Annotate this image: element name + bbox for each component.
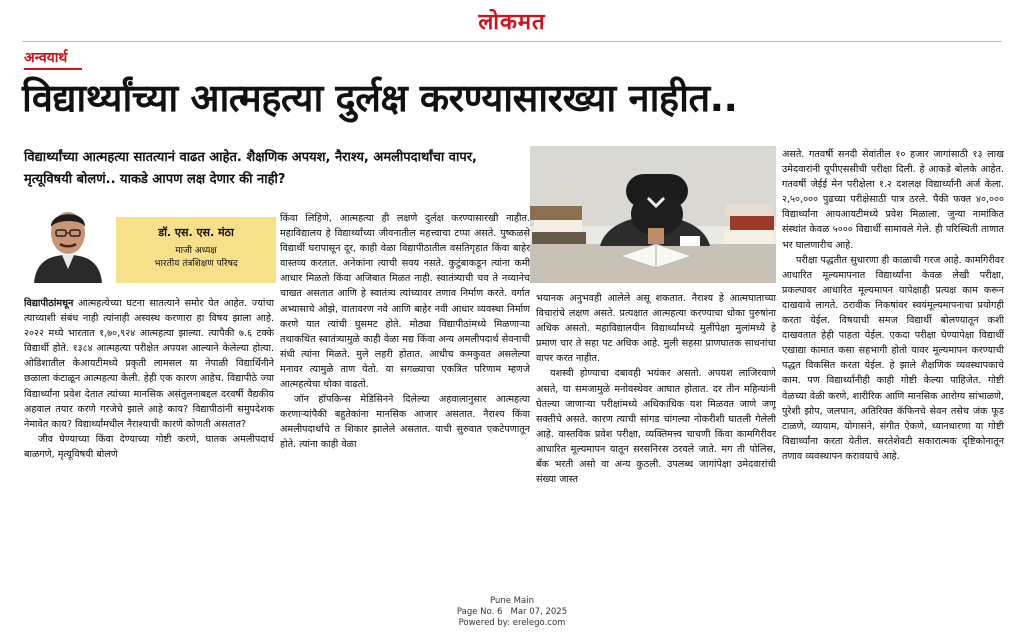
paragraph: जॉन हॉपकिन्स मेडिसिनने दिलेल्या अहवालानुसार आत्महत्या करणाऱ्यांपैकी बहुतेकांना मानसिक आजार असतात. नैराश्य किंवा अमलीपदार्थांचे त शिकार झालेले असतात. याची सुरुवात एकटेपणातून होते. त्यांना काही वेळा: [280, 394, 530, 451]
paragraph: किंवा लिहिणे, आत्महत्या ही लक्षणे दुर्लक्ष करण्यासारखी नाहीत. महाविद्यालय हे विद्यार्थ्यांच्या जीवनातील महत्त्वाचा टप्पा असते. पुष्कळसे विद्यार्थी घरापासून दूर, काही वेळा विद्यापीठातील वसतिगृहात किंवा बाहेर वास्तव्य करतात. अनेकांना त्याची सवय नसते. कुटुंबाकडून त्यांना कमी आधार मिळतो किंवा अजिबात मिळत नाही. स्वातंत्र्याची चव ते नव्यानेच चाखत असतात आणि हे स्वातंत्र्य त्यांच्यावर तणाव निर्माण करते. वर्गात अभ्यासाचे ओझे, वातावरण नवे आणि बाहेर नवी आधार व्यवस्था निर्माण करणे यात त्यांची घुसमट होते. मोठ्या विद्यापीठांमध्ये मिळणाऱ्या तथाकथित स्वातंत्र्यामुळे काही वेळा मद्य किंवा अन्य अमलीपदार्थ सेवनाची संधी त्यांना मिळते. मुले लहरी होतात. आधीच कमकुवत असलेल्या मनावर त्यामुळे ताण येतो. या सगळ्याचा एकत्रित परिणाम म्हणजे आत्महत्येचा धोका वाढतो.: [280, 213, 530, 391]
masthead: [0, 0, 1024, 40]
author-portrait: [28, 199, 108, 283]
paragraph: परीक्षा पद्धतीत सुधारणा ही काळाची गरज आहे. कामगिरीवर आधारित मूल्यमापनात विद्यार्थ्यांना केवळ लेखी परीक्षा, प्रकल्पावर आधारित मूल्यमापन यापेक्षाही प्रत्यक्ष काम करून दाखवावे लागते. ठरावीक निकषांवर स्वयंमूल्यमापनाचा प्रयोगही करता येईल. विषयाची समज विद्यार्थी बोलण्यातून कशी दाखवतात हेही पाहता येईल. एकदा परीक्षा घेण्यापेक्षा विद्यार्थी एखाद्या कामात कसा सहभागी होतो यावर मूल्यमापन करण्याची पद्धत विकसित करता येईल. हे झाले शैक्षणिक व्यवस्थापकाचे काम. पण विद्यार्थ्यांनीही काही गोष्टी केल्या पाहिजेत. गोष्टी वेळच्या वेळी करणे, शारीरिक आणि मानसिक आरोग्य सांभाळणे, पुरेशी झोप, जलपान, अतिरिक्त कॅफिनचे सेवन तसेच जंक फूड टाळणे, व्यायाम, योगासने, संगीत ऐकणे, ध्यानधारणा या गोष्टी विद्यार्थ्यांना करता येतील. सरतेशेवटी सकारात्मक दृष्टिकोनातून तणाव व्यवस्थापन करावयाचे आहे.: [782, 254, 1004, 462]
student-asleep-on-books-image: [530, 146, 776, 283]
article-column-1: [24, 296, 274, 586]
kicker-underline: [24, 68, 82, 70]
author-role: [116, 245, 276, 271]
article-headline: विद्यार्थ्यांच्या आत्महत्या दुर्लक्ष करण्यासारख्या नाहीत..: [22, 76, 738, 120]
author-caption-box: [116, 217, 276, 283]
newspaper-logo: लोकमत: [478, 9, 546, 35]
masthead-divider: [22, 41, 1002, 42]
page-footer: [0, 596, 1024, 629]
paragraph: आत्महत्येच्या घटना सातत्याने समोर येत आहेत. ज्यांचा त्याच्याशी संबंध नाही त्यांनाही अस्वस्थ करणारा हा विषय झाला आहे. २०२२ मध्ये भारतात १,७०,९२४ आत्महत्या झाल्या. त्यापैकी ७.६ टक्के विद्यार्थी होते. १३८४ आत्महत्या परीक्षेत अपयश आल्याने केलेल्या होत्या. ओडिशातील केआयटीमध्ये प्रकृती लामसल या नेपाळी विद्यार्थिनीने छळाला कंटाळून आत्महत्या केली. हेही एक कारण आहेच. विद्यापीठे ज्या विद्यार्थ्यांना प्रवेश देतात त्यांच्या मानसिक असंतुलनाबद्दल दरवर्षी वैद्यकीय अहवाल तयार करणे गरजेचे झाले आहे काय? विद्यापीठांनी समुपदेशक नेमावेत काय? विद्यार्थ्यांमधील नैराश्याची कारणे कोणती असतात?: [24, 298, 274, 430]
paragraph: भयानक अनुभवही आलेले असू शकतात. नैराश्य हे आत्मघाताच्या विचारांचे लक्षण असते. प्रत्यक्षात आत्महत्या करण्याचा धोका पुरुषांना अधिक असतो. महाविद्यालयीन विद्यार्थ्यांमध्ये मुलींपेक्षा मुलांमध्ये हे प्रमाण चार ते सहा पट अधिक आहे. मुली सहसा प्राणघातक साधनांचा वापर करत नाहीत.: [536, 293, 776, 365]
page-date-line: [0, 607, 1024, 618]
article-column-4: [782, 147, 1004, 586]
author-name: डॉ. एस. एस. मंठा: [158, 226, 234, 239]
paragraph: यशस्वी होण्याचा दबावही भयंकर असतो. अपयश लाजिरवाणे असते, या समजामुळे मनोवस्थेवर आघात होतात. दर तीन महिन्यांनी घेतल्या जाणाऱ्या परीक्षांमध्ये अधिकाधिक यश मिळवत जाणे जणू सक्तीचे असते. कारण त्याची सांगड चांगल्या नोकरीशी घातली गेलेली आहे. वास्तविक प्रवेश परीक्षा, व्यक्तिमत्त्व चाचणी किंवा कामगिरीवर आधारित मूल्यमापन यातून सरसनिरस ठरवले जाते. मग ती पोलिस, बँक भरती असो वा अन्य कुठली. उपलब्ध जागांपेक्षा उमेदवारांची संख्या जास्त: [536, 368, 776, 486]
author-block: [24, 195, 276, 287]
article-column-3: [536, 291, 776, 586]
page-number: Page No. 6: [456, 607, 503, 617]
dropword: विद्यापीठांमधून: [24, 298, 74, 309]
paragraph: असते. गतवर्षी सनदी सेवांतील १० हजार जागांसाठी १३ लाख उमेदवारांनी यूपीएससीची परीक्षा दिली. हे आकडे बोलके आहेत. गतवर्षी जेईई मेन परीक्षेला १.२ दशलक्ष विद्यार्थ्यांनी अर्ज केला. २,५०,००० पुढच्या परीक्षेसाठी पात्र ठरले. पैकी फक्त ४०,००० विद्यार्थ्यांना आयआयटीमध्ये प्रवेश मिळाला. जुन्या नामांकित संस्थांत केवळ ५००० विद्यार्थी सामावले गेले. ही परिस्थिती ताणात भर घालणारीच आहे.: [782, 149, 1004, 251]
author-role-line1: माजी अध्यक्ष: [175, 246, 217, 256]
paragraph: जीव घेण्याच्या किंवा देण्याच्या गोष्टी करणे, घातक अमलीपदार्थ बाळगणे, मृत्यूविषयी बोलणे: [24, 433, 274, 460]
author-role-line2: भारतीय तंत्रशिक्षण परिषद: [154, 259, 238, 269]
article-deck: विद्यार्थ्यांच्या आत्महत्या सातत्यानं वाढत आहेत. शैक्षणिक अपयश, नैराश्य, अमलीपदार्थांचा वापर, मृत्यूविषयी बोलणं.. याकडे आपण लक्ष देणार की नाही?: [24, 150, 477, 187]
section-kicker: अन्वयार्थ: [24, 50, 68, 66]
powered-by: Powered by: erelego.com: [458, 618, 566, 628]
publish-date: Mar 07, 2025: [510, 607, 568, 617]
article-photo: [530, 146, 776, 283]
edition-label: Pune Main: [490, 596, 534, 606]
article-column-2: [280, 211, 530, 586]
